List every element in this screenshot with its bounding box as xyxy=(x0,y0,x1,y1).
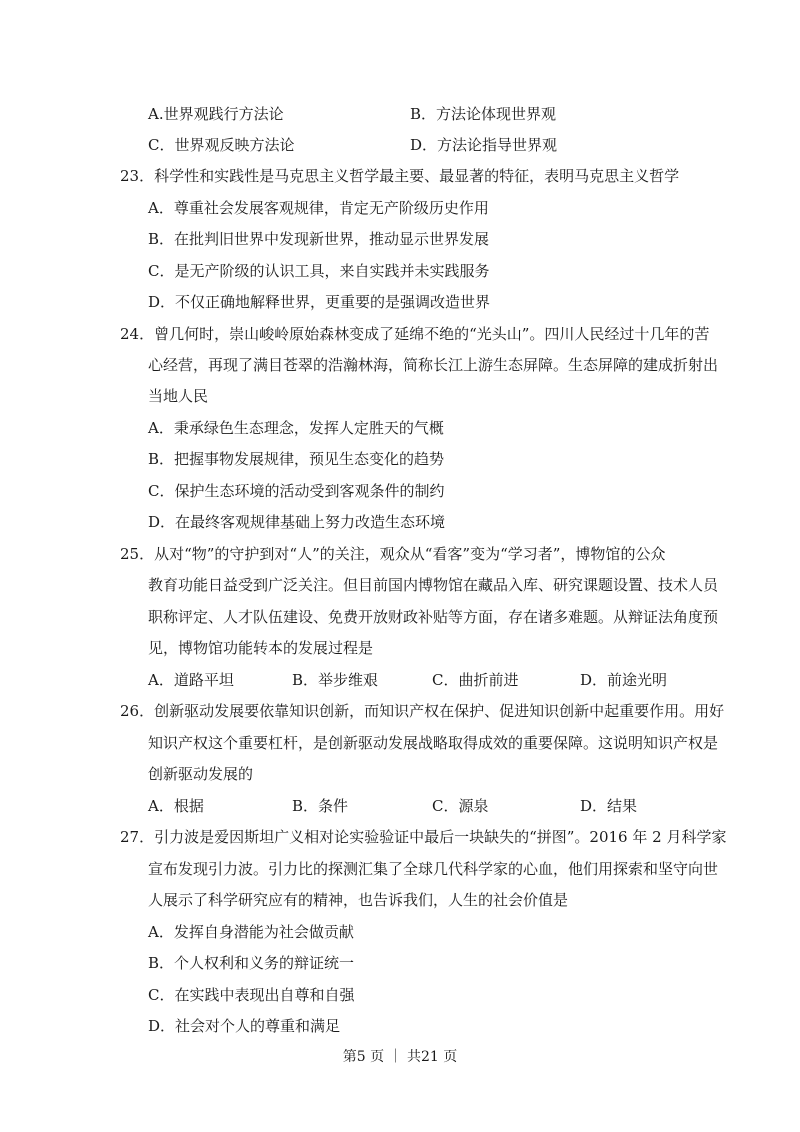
q26-option-c: C．源泉 xyxy=(432,797,489,815)
q26-stem-line-2: 知识产权这个重要杠杆，是创新驱动发展战略取得成效的重要保障。这说明知识产权是 xyxy=(148,734,719,752)
q26-option-a: A．根据 xyxy=(148,797,204,815)
q24-option-b: B．把握事物发展规律，预见生态变化的趋势 xyxy=(148,450,445,468)
q26-stem-line-3: 创新驱动发展的 xyxy=(148,765,254,783)
q23-option-a: A．尊重社会发展客观规律，肯定无产阶级历史作用 xyxy=(148,199,489,217)
q27-stem-line-2: 宣布发现引力波。引力比的探测汇集了全球几代科学家的心血，他们用探索和坚守向世 xyxy=(148,860,719,878)
q27-option-b: B．个人权利和义务的辩证统一 xyxy=(148,954,355,972)
q26-option-d: D．结果 xyxy=(580,797,638,815)
q26-stem-line-1: 26．创新驱动发展要依靠知识创新，而知识产权在保护、促进知识创新中起重要作用。用好 xyxy=(120,702,725,720)
q22-option-c: C．世界观反映方法论 xyxy=(148,136,295,154)
q24-option-a: A．秉承绿色生态理念，发挥人定胜天的气概 xyxy=(148,419,444,437)
q27-option-c: C．在实践中表现出自尊和自强 xyxy=(148,986,355,1004)
q25-option-b: B．举步维艰 xyxy=(292,671,379,689)
q27-stem-line-1: 27．引力波是爱因斯坦广义相对论实验验证中最后一块缺失的“拼图”。2016 年 2 月科学家 xyxy=(120,828,727,846)
q25-option-d: D．前途光明 xyxy=(580,671,668,689)
q26-option-b: B．条件 xyxy=(292,797,349,815)
q27-option-a: A．发挥自身潜能为社会做贡献 xyxy=(148,923,354,941)
page-footer: 第5 页 ｜ 共21 页 xyxy=(342,1049,458,1065)
q24-option-d: D．在最终客观规律基础上努力改造生态环境 xyxy=(148,513,446,531)
q25-option-c: C．曲折前进 xyxy=(432,671,519,689)
q24-stem-line-3: 当地人民 xyxy=(148,387,209,405)
q25-stem-line-4: 见，博物馆功能转本的发展过程是 xyxy=(148,639,374,657)
q25-stem-line-1: 25．从对“物”的守护到对“人”的关注，观众从“看客”变为“学习者”，博物馆的公众 xyxy=(120,545,666,563)
q24-stem-line-2: 心经营，再现了满目苍翠的浩瀚林海，简称长江上游生态屏障。生态屏障的建成折射出 xyxy=(148,356,719,374)
q27-stem-line-3: 人展示了科学研究应有的精神，也告诉我们，人生的社会价值是 xyxy=(148,891,569,909)
q27-option-d: D．社会对个人的尊重和满足 xyxy=(148,1017,341,1035)
q22-option-a: A.世界观践行方法论 xyxy=(148,105,284,123)
q23-stem: 23．科学性和实践性是马克思主义哲学最主要、最显著的特征，表明马克思主义哲学 xyxy=(120,167,680,185)
q24-stem-line-1: 24．曾几何时，崇山峻岭原始森林变成了延绵不绝的“光头山”。四川人民经过十几年的苦 xyxy=(120,325,710,343)
q22-option-b: B．方法论体现世界观 xyxy=(410,105,557,123)
q24-option-c: C．保护生态环境的活动受到客观条件的制约 xyxy=(148,482,445,500)
q25-stem-line-2: 教育功能日益受到广泛关注。但目前国内博物馆在藏品入库、研究课题设置、技术人员 xyxy=(148,576,719,594)
q25-option-a: A．道路平坦 xyxy=(148,671,234,689)
q23-option-b: B．在批判旧世界中发现新世界，推动显示世界发展 xyxy=(148,230,490,248)
q23-option-d: D．不仅正确地解释世界，更重要的是强调改造世界 xyxy=(148,293,491,311)
q25-stem-line-3: 职称评定、人才队伍建设、免费开放财政补贴等方面，存在诸多难题。从辩证法角度预 xyxy=(148,608,719,626)
q22-option-d: D．方法论指导世界观 xyxy=(410,136,558,154)
q23-option-c: C．是无产阶级的认识工具，来自实践并未实践服务 xyxy=(148,262,490,280)
